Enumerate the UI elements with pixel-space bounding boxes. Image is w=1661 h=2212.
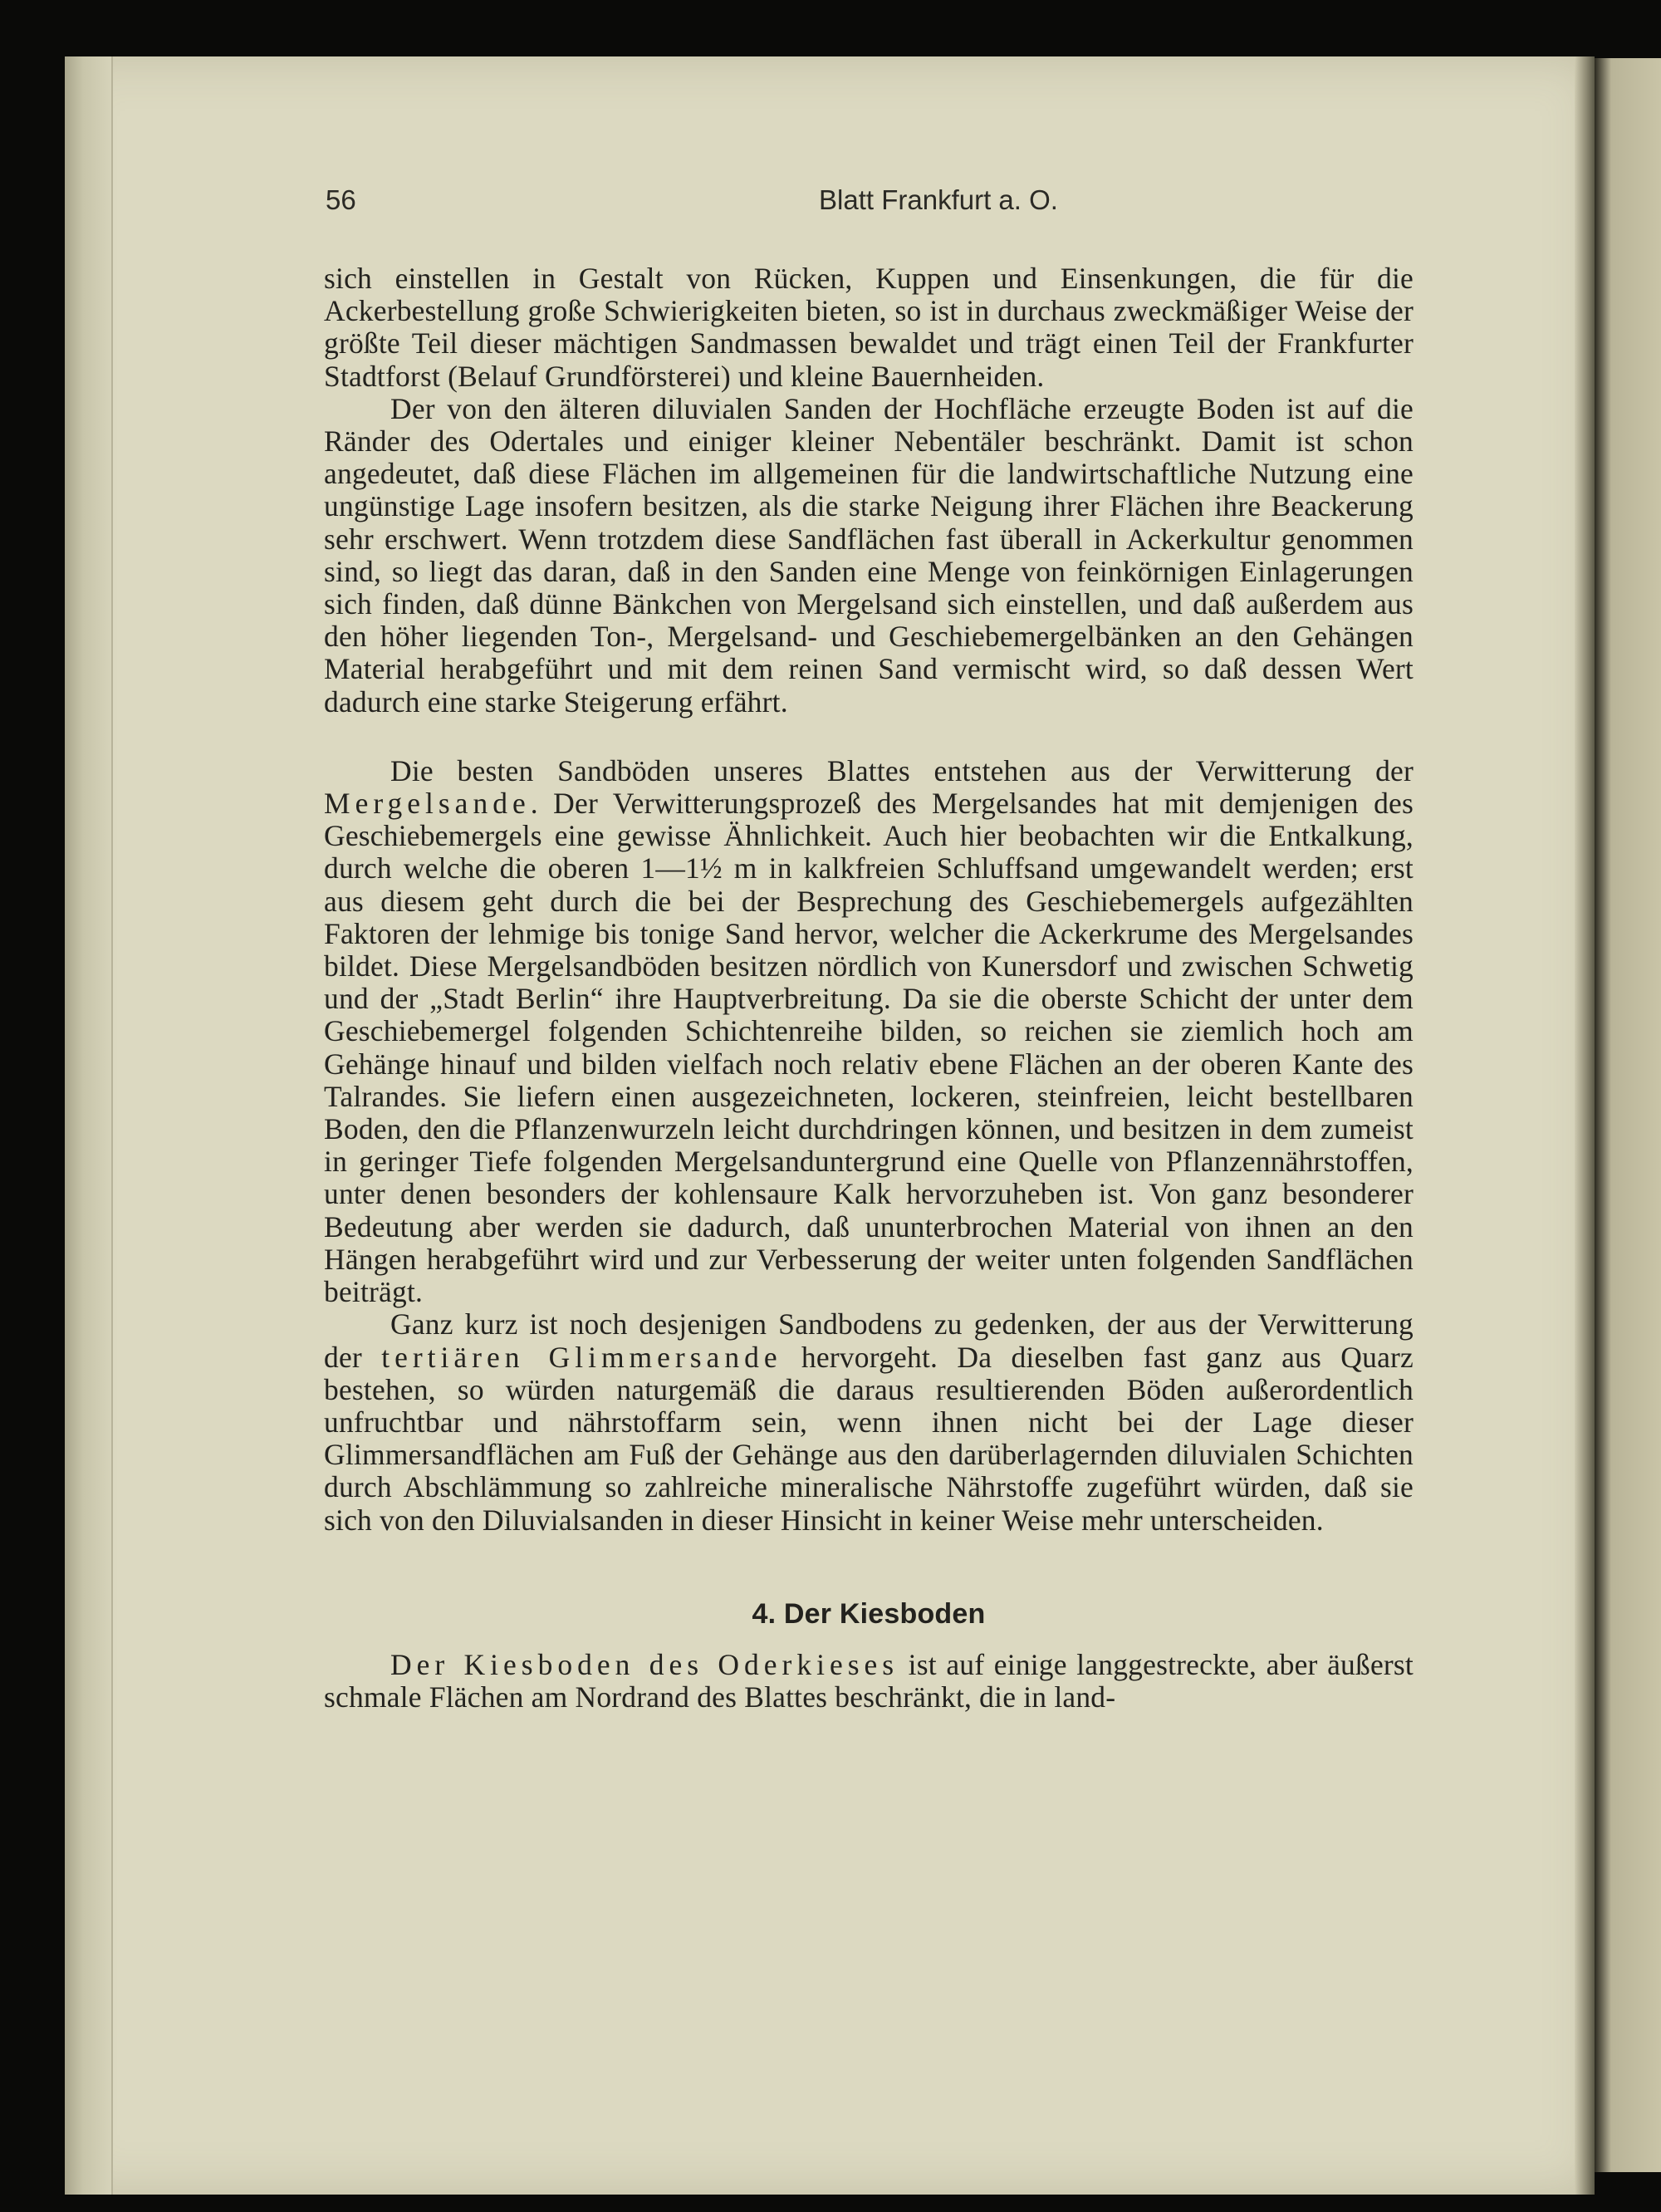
paragraph <box>324 1649 1414 1714</box>
paragraph: sich einstellen in Gestalt von Rücken, Kuppen und Einsenkungen, die für die Ackerbestellung große Schwierigkeiten bieten, so ist in durchaus zweckmäßiger Weise der größte Teil dieser mächtigen Sandmassen bewaldet und trägt einen Teil der Frankfurter Stadtforst (Belauf Grundförsterei) und kleine Bauernheiden. <box>324 262 1414 393</box>
page-gutter <box>1575 56 1595 2195</box>
running-title: Blatt Frankfurt a. O. <box>819 184 1058 215</box>
text-run: ist auf einige langgestreckte, aber äußerst schmale Flächen am Nordrand des Blattes beschränkt, die in land- <box>324 1647 1414 1714</box>
paragraph: Der von den älteren diluvialen Sanden der Hochfläche erzeugte Boden ist auf die Ränder des Odertales und einiger kleiner Nebentäler beschränkt. Damit ist schon angedeutet, daß diese Flächen im allgemeinen für die landwirtschaftliche Nutzung eine ungünstige Lage insofern besitzen, als die starke Neigung ihrer Flächen ihre Beackerung sehr erschwert. Wenn trotzdem diese Sandflächen fast überall in Ackerkultur genommen sind, so liegt das daran, daß in den Sanden eine Menge von feinkörnigen Einlagerungen sich finden, daß dünne Bänkchen von Mergelsand sich einstellen, und daß außerdem aus den höher liegenden Ton-, Mergelsand- und Geschiebemergelbänken an den Gehängen Material herabgeführt und mit dem reinen Sand vermischt wird, so daß dessen Wert dadurch eine starke Steigerung erfährt. <box>324 391 1414 719</box>
text-run: . Der Verwitterungsprozeß des Mergelsandes hat mit demjenigen des Geschiebemergels eine gewisse Ähnlichkeit. Auch hier beobachten wir die Entkalkung, durch welche die oberen 1—1½ m in kalkfreien Schluffsand umgewandelt werden; erst aus diesem geht durch die bei der Besprechung des Geschiebemergels aufgezählten Faktoren der lehmige bis tonige Sand hervor, welcher die Ackerkrume des Mergelsandes bildet. Diese Mergelsandböden besitzen nördlich von Kunersdorf und zwischen Schwetig und der „Stadt Berlin“ ihre Hauptverbreitung. Da sie die oberste Schicht der unter dem Geschiebemergel folgenden Schichtenreihe bilden, so reichen sie ziemlich hoch am Gehänge hinauf und bilden vielfach noch relativ ebene Flächen an der oberen Kante des Talrandes. Sie liefern einen ausgezeichneten, lockeren, steinfreien, leicht bestellbaren Boden, den die Pflanzenwurzeln leicht durchdringen können, und besitzen in dem zumeist in geringer Tiefe folgenden Mergelsanduntergrund eine Quelle von Pflanzennährstoffen, unter denen besonders der kohlensaure Kalk hervorzuheben ist. Von ganz besonderer Bedeutung aber werden sie dadurch, daß ununterbrochen Material von ihnen an den Hängen herabgeführt wird und zur Verbesserung der weiter unten folgenden Sandflächen beiträgt. <box>324 787 1414 1309</box>
page-header <box>257 184 1503 224</box>
page-number: 56 <box>326 184 356 215</box>
text-run: Ganz kurz ist noch desjenigen Sandbodens zu gedenken, der aus der Verwitterung der <box>324 1307 1414 1374</box>
paragraph <box>324 1308 1414 1536</box>
body-text <box>324 262 1414 1714</box>
section-heading: 4. Der Kiesboden <box>752 1597 986 1630</box>
paragraph <box>324 755 1414 1308</box>
emphasized-term: Der Kiesboden des Oderkieses <box>390 1647 899 1681</box>
text-run: Die besten Sandböden unseres Blattes entstehen aus der Verwitterung der <box>390 753 1414 787</box>
text-run: hervorgeht. Da dieselben fast ganz aus Quarz bestehen, so würden naturgemäß die daraus resultierenden Böden außerordentlich unfruchtbar und nährstoffarm sein, wenn ihnen nicht bei der Lage dieser Glimmersandflächen am Fuß der Gehänge aus den darüberlagernden diluvialen Schichten durch Abschlämmung so zahlreiche mineralische Nährstoffe zugeführt würden, daß sie sich von den Diluvialsanden in dieser Hinsicht in keiner Weise mehr unterscheiden. <box>324 1340 1414 1537</box>
page-edge <box>65 56 113 2195</box>
next-page-edge <box>1595 58 1661 2172</box>
emphasized-term: Mergelsande <box>324 787 531 821</box>
emphasized-term: tertiären Glimmersande <box>381 1340 782 1374</box>
